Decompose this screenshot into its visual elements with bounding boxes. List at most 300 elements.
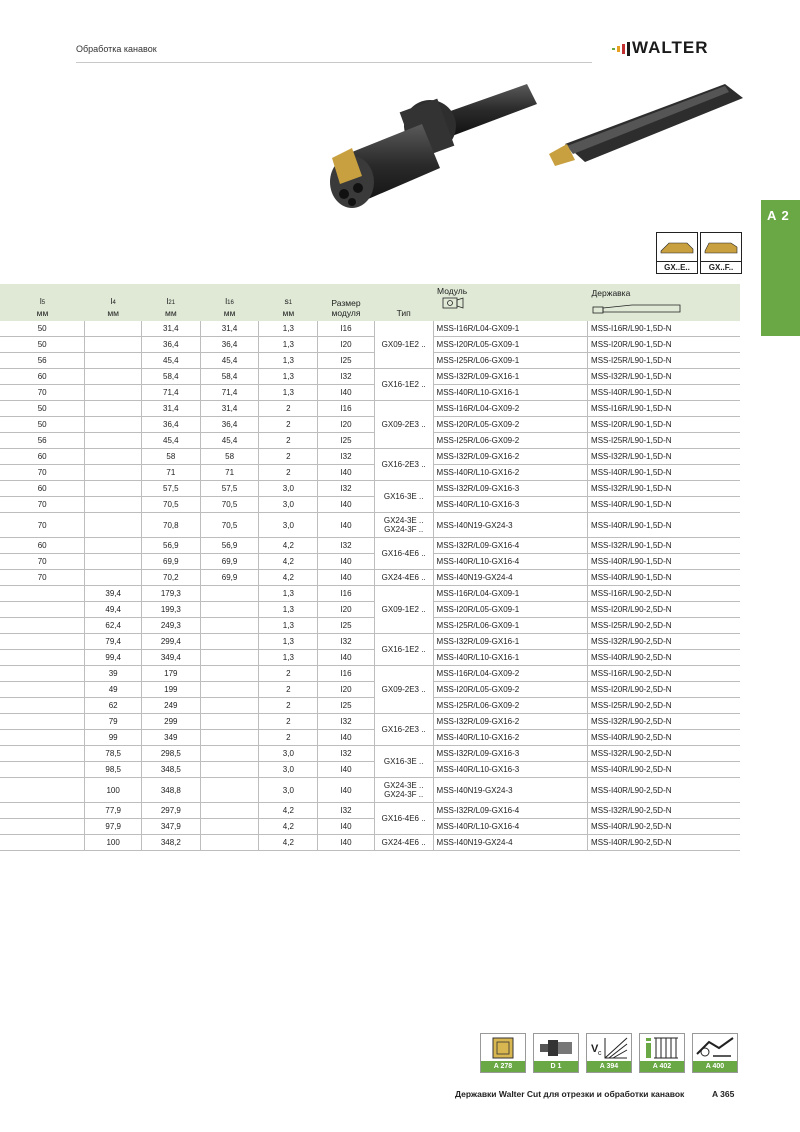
cell-size: I32 xyxy=(318,449,375,465)
cell-size: I25 xyxy=(318,698,375,714)
cell-s1: 2 xyxy=(259,730,318,746)
cell-module: MSS-I32R/L09-GX16-1 xyxy=(433,369,588,385)
cell-l16: 70,5 xyxy=(200,497,259,513)
cell-l4: 100 xyxy=(85,835,142,851)
cell-l16 xyxy=(200,778,259,803)
cell-l4: 49,4 xyxy=(85,602,142,618)
cell-l21: 36,4 xyxy=(141,337,200,353)
cell-l21: 71 xyxy=(141,465,200,481)
cell-holder: MSS-I40R/L90-2,5D-N xyxy=(588,650,740,666)
table-row xyxy=(0,819,740,835)
cell-size: I40 xyxy=(318,819,375,835)
cell-module: MSS-I20R/L05-GX09-2 xyxy=(433,682,588,698)
cell-l21: 45,4 xyxy=(141,353,200,369)
cell-size: I16 xyxy=(318,321,375,337)
cell-l4: 62 xyxy=(85,698,142,714)
cell-s1: 1,3 xyxy=(259,650,318,666)
cell-module: MSS-I32R/L09-GX16-2 xyxy=(433,714,588,730)
cell-holder: MSS-I25R/L90-2,5D-N xyxy=(588,698,740,714)
cell-s1: 2 xyxy=(259,401,318,417)
cell-module: MSS-I32R/L09-GX16-4 xyxy=(433,803,588,819)
cell-type xyxy=(374,746,433,778)
cell-l4 xyxy=(85,513,142,538)
cell-l5: 70 xyxy=(0,570,85,586)
cell-s1: 3,0 xyxy=(259,778,318,803)
cell-l16 xyxy=(200,762,259,778)
footer-info-link[interactable] xyxy=(639,1033,685,1073)
cell-type xyxy=(374,570,433,586)
cell-holder: MSS-I20R/L90-2,5D-N xyxy=(588,602,740,618)
svg-text:c: c xyxy=(598,1050,602,1057)
cell-l16: 57,5 xyxy=(200,481,259,497)
cell-l5: 70 xyxy=(0,497,85,513)
cell-l4: 39 xyxy=(85,666,142,682)
cell-l21: 299 xyxy=(141,714,200,730)
cell-l4 xyxy=(85,570,142,586)
cell-holder: MSS-I40R/L90-2,5D-N xyxy=(588,762,740,778)
cell-l5: 70 xyxy=(0,385,85,401)
cell-l16: 71 xyxy=(200,465,259,481)
cell-l21: 57,5 xyxy=(141,481,200,497)
type-line: GX16-4E6 .. xyxy=(381,814,426,823)
cell-module: MSS-I40N19-GX24-3 xyxy=(433,778,588,803)
cell-size: I32 xyxy=(318,634,375,650)
boring-bar-image xyxy=(545,74,745,170)
cell-size: I25 xyxy=(318,433,375,449)
cell-l16 xyxy=(200,835,259,851)
cell-l16: 45,4 xyxy=(200,433,259,449)
cell-module: MSS-I25R/L06-GX09-1 xyxy=(433,618,588,634)
cell-l5 xyxy=(0,618,85,634)
cell-l5 xyxy=(0,698,85,714)
cell-holder: MSS-I32R/L90-1,5D-N xyxy=(588,538,740,554)
cell-l21: 58 xyxy=(141,449,200,465)
table-row xyxy=(0,513,740,538)
cell-l5 xyxy=(0,666,85,682)
type-line: GX24-3F .. xyxy=(384,790,424,799)
cell-l21: 179 xyxy=(141,666,200,682)
cell-module: MSS-I20R/L05-GX09-1 xyxy=(433,602,588,618)
cell-l16: 31,4 xyxy=(200,321,259,337)
cell-l16: 71,4 xyxy=(200,385,259,401)
cell-l5: 56 xyxy=(0,353,85,369)
cell-size: I20 xyxy=(318,602,375,618)
cell-s1: 1,3 xyxy=(259,634,318,650)
table-row xyxy=(0,337,740,353)
cell-l5 xyxy=(0,762,85,778)
cell-size: I20 xyxy=(318,417,375,433)
cell-module: MSS-I32R/L09-GX16-3 xyxy=(433,746,588,762)
cell-module: MSS-I16R/L04-GX09-1 xyxy=(433,586,588,602)
table-row xyxy=(0,321,740,337)
cell-l21: 70,8 xyxy=(141,513,200,538)
cell-holder: MSS-I25R/L90-1,5D-N xyxy=(588,353,740,369)
type-line: GX16-3E .. xyxy=(383,757,424,766)
cell-module: MSS-I25R/L06-GX09-1 xyxy=(433,353,588,369)
cell-l5 xyxy=(0,602,85,618)
cell-size: I32 xyxy=(318,369,375,385)
cell-s1: 1,3 xyxy=(259,321,318,337)
type-line: GX24-3F .. xyxy=(384,525,424,534)
cell-s1: 4,2 xyxy=(259,803,318,819)
cell-l4 xyxy=(85,433,142,449)
cell-holder: MSS-I32R/L90-1,5D-N xyxy=(588,369,740,385)
cell-module: MSS-I32R/L09-GX16-3 xyxy=(433,481,588,497)
cell-l5: 60 xyxy=(0,449,85,465)
cell-holder: MSS-I40R/L90-2,5D-N xyxy=(588,778,740,803)
cell-holder: MSS-I20R/L90-1,5D-N xyxy=(588,417,740,433)
cell-type xyxy=(374,538,433,570)
cell-l4 xyxy=(85,538,142,554)
footer-insert-link[interactable] xyxy=(480,1033,526,1073)
cell-l16 xyxy=(200,714,259,730)
footer-application-link[interactable] xyxy=(692,1033,738,1073)
cell-size: I16 xyxy=(318,401,375,417)
table-row xyxy=(0,803,740,819)
clamping-icon xyxy=(534,1034,578,1061)
header-divider xyxy=(76,62,592,63)
cell-l5: 50 xyxy=(0,321,85,337)
cell-l21: 45,4 xyxy=(141,433,200,449)
cell-size: I25 xyxy=(318,618,375,634)
cell-l5 xyxy=(0,819,85,835)
cell-holder: MSS-I32R/L90-2,5D-N xyxy=(588,746,740,762)
table-row xyxy=(0,586,740,602)
cell-holder: MSS-I16R/L90-1,5D-N xyxy=(588,321,740,337)
cell-s1: 2 xyxy=(259,449,318,465)
type-line: GX16-3E .. xyxy=(383,492,424,501)
table-row xyxy=(0,401,740,417)
footer-clamping-link[interactable] xyxy=(533,1033,579,1073)
cell-module: MSS-I40R/L10-GX16-2 xyxy=(433,730,588,746)
cell-type xyxy=(374,369,433,401)
cell-s1: 2 xyxy=(259,666,318,682)
cell-module: MSS-I40R/L10-GX16-1 xyxy=(433,385,588,401)
cell-l4 xyxy=(85,321,142,337)
cell-s1: 3,0 xyxy=(259,762,318,778)
cell-l5 xyxy=(0,730,85,746)
cell-module: MSS-I40R/L10-GX16-4 xyxy=(433,819,588,835)
cell-l4 xyxy=(85,497,142,513)
type-line: GX09-2E3 .. xyxy=(381,685,426,694)
cell-l16: 58 xyxy=(200,449,259,465)
footer-cutting-data-link[interactable] xyxy=(586,1033,632,1073)
table-row xyxy=(0,465,740,481)
cell-l21: 199 xyxy=(141,682,200,698)
cell-module: MSS-I40R/L10-GX16-1 xyxy=(433,650,588,666)
cell-l4: 62,4 xyxy=(85,618,142,634)
table-row xyxy=(0,602,740,618)
col-l4: l4 мм xyxy=(85,284,142,321)
cell-s1: 3,0 xyxy=(259,481,318,497)
cell-l5: 50 xyxy=(0,401,85,417)
cell-module: MSS-I25R/L06-GX09-2 xyxy=(433,698,588,714)
table-row xyxy=(0,682,740,698)
type-line: GX24-3E .. xyxy=(383,516,424,525)
modular-holder-image xyxy=(322,76,542,216)
cell-size: I40 xyxy=(318,570,375,586)
cell-s1: 3,0 xyxy=(259,497,318,513)
cell-l4: 97,9 xyxy=(85,819,142,835)
col-holder xyxy=(588,284,740,321)
col-l16: l16 мм xyxy=(200,284,259,321)
logo-bars-icon xyxy=(612,42,630,56)
cell-l4: 77,9 xyxy=(85,803,142,819)
cell-l4 xyxy=(85,417,142,433)
table-row xyxy=(0,353,740,369)
cell-size: I40 xyxy=(318,762,375,778)
col-module-title: Модуль xyxy=(437,286,468,296)
cell-holder: MSS-I32R/L90-1,5D-N xyxy=(588,449,740,465)
cell-size: I40 xyxy=(318,497,375,513)
cell-type xyxy=(374,481,433,513)
cell-l5 xyxy=(0,835,85,851)
cell-l5 xyxy=(0,714,85,730)
chapter-tab xyxy=(761,200,800,336)
cell-size: I32 xyxy=(318,714,375,730)
cell-module: MSS-I32R/L09-GX16-2 xyxy=(433,449,588,465)
cell-holder: MSS-I40R/L90-1,5D-N xyxy=(588,513,740,538)
cell-l4 xyxy=(85,481,142,497)
svg-text:V: V xyxy=(591,1043,599,1055)
cell-l21: 31,4 xyxy=(141,321,200,337)
cell-size: I16 xyxy=(318,666,375,682)
cutting-data-icon xyxy=(587,1034,631,1061)
cell-l16 xyxy=(200,666,259,682)
cell-l21: 58,4 xyxy=(141,369,200,385)
insert-type-e-box xyxy=(656,232,698,274)
col-l21: l21 мм xyxy=(141,284,200,321)
cell-s1: 2 xyxy=(259,465,318,481)
cell-s1: 3,0 xyxy=(259,746,318,762)
type-line: GX09-1E2 .. xyxy=(381,340,426,349)
cell-type xyxy=(374,449,433,481)
type-line: GX24-4E6 .. xyxy=(381,573,426,582)
table-row xyxy=(0,538,740,554)
cell-module: MSS-I40N19-GX24-4 xyxy=(433,835,588,851)
cell-size: I40 xyxy=(318,730,375,746)
col-s1: s1 мм xyxy=(259,284,318,321)
cell-l16: 36,4 xyxy=(200,337,259,353)
cell-l21: 298,5 xyxy=(141,746,200,762)
cell-holder: MSS-I40R/L90-1,5D-N xyxy=(588,554,740,570)
cell-l5: 60 xyxy=(0,369,85,385)
cell-s1: 1,3 xyxy=(259,337,318,353)
footer-info-label: A 402 xyxy=(640,1061,684,1072)
table-row xyxy=(0,746,740,762)
cell-l21: 36,4 xyxy=(141,417,200,433)
cell-l16 xyxy=(200,602,259,618)
cell-module: MSS-I32R/L09-GX16-4 xyxy=(433,538,588,554)
cell-size: I20 xyxy=(318,337,375,353)
cell-l4 xyxy=(85,554,142,570)
insert-type-e-label: GX..E.. xyxy=(657,261,697,273)
cell-holder: MSS-I32R/L90-2,5D-N xyxy=(588,634,740,650)
cell-l21: 69,9 xyxy=(141,554,200,570)
cell-l21: 297,9 xyxy=(141,803,200,819)
table-row xyxy=(0,762,740,778)
cell-holder: MSS-I40R/L90-2,5D-N xyxy=(588,835,740,851)
cell-holder: MSS-I40R/L90-2,5D-N xyxy=(588,730,740,746)
table-row xyxy=(0,385,740,401)
cell-l5: 56 xyxy=(0,433,85,449)
cell-type xyxy=(374,634,433,666)
footer-insert-label: A 278 xyxy=(481,1061,525,1072)
cell-holder: MSS-I40R/L90-1,5D-N xyxy=(588,497,740,513)
cell-type xyxy=(374,835,433,851)
cell-l4 xyxy=(85,465,142,481)
cell-l5 xyxy=(0,778,85,803)
cell-module: MSS-I40R/L10-GX16-4 xyxy=(433,554,588,570)
cell-s1: 1,3 xyxy=(259,369,318,385)
cell-l16: 36,4 xyxy=(200,417,259,433)
type-line: GX16-1E2 .. xyxy=(381,380,426,389)
cell-l4: 100 xyxy=(85,778,142,803)
cell-l21: 179,3 xyxy=(141,586,200,602)
cell-size: I40 xyxy=(318,778,375,803)
cell-s1: 2 xyxy=(259,433,318,449)
cell-size: I40 xyxy=(318,835,375,851)
cell-l16 xyxy=(200,618,259,634)
col-size: Размер модуля xyxy=(318,284,375,321)
cell-s1: 1,3 xyxy=(259,586,318,602)
cell-holder: MSS-I16R/L90-2,5D-N xyxy=(588,666,740,682)
application-icon xyxy=(693,1034,737,1061)
cell-size: I32 xyxy=(318,746,375,762)
cell-holder: MSS-I16R/L90-1,5D-N xyxy=(588,401,740,417)
cell-l4: 98,5 xyxy=(85,762,142,778)
cell-l21: 249,3 xyxy=(141,618,200,634)
cell-l5 xyxy=(0,746,85,762)
logo-wordmark: WALTER xyxy=(632,38,709,57)
chapter-tab-label: A 2 xyxy=(767,208,790,223)
cell-l5: 50 xyxy=(0,337,85,353)
cell-holder: MSS-I25R/L90-2,5D-N xyxy=(588,618,740,634)
cell-l16 xyxy=(200,650,259,666)
cell-l4: 99 xyxy=(85,730,142,746)
cell-holder: MSS-I32R/L90-2,5D-N xyxy=(588,803,740,819)
cell-type xyxy=(374,714,433,746)
cell-type xyxy=(374,778,433,803)
table-header-row xyxy=(0,284,740,321)
cell-s1: 4,2 xyxy=(259,570,318,586)
table-row xyxy=(0,554,740,570)
cell-l4 xyxy=(85,449,142,465)
col-holder-title: Державка xyxy=(591,288,631,298)
insert-icon xyxy=(481,1034,525,1061)
table-row xyxy=(0,449,740,465)
table-row xyxy=(0,433,740,449)
cell-size: I32 xyxy=(318,481,375,497)
footer-clamping-label: D 1 xyxy=(534,1061,578,1072)
cell-l21: 199,3 xyxy=(141,602,200,618)
cell-size: I25 xyxy=(318,353,375,369)
cell-l21: 349,4 xyxy=(141,650,200,666)
cell-l4 xyxy=(85,353,142,369)
cell-s1: 3,0 xyxy=(259,513,318,538)
type-line: GX09-1E2 .. xyxy=(381,605,426,614)
col-module xyxy=(433,284,588,321)
cell-s1: 1,3 xyxy=(259,618,318,634)
table-row xyxy=(0,650,740,666)
col-type: Тип xyxy=(374,284,433,321)
cell-module: MSS-I16R/L04-GX09-2 xyxy=(433,401,588,417)
cell-size: I16 xyxy=(318,586,375,602)
cell-module: MSS-I40R/L10-GX16-2 xyxy=(433,465,588,481)
cell-l5 xyxy=(0,586,85,602)
cell-l4: 49 xyxy=(85,682,142,698)
table-row xyxy=(0,634,740,650)
cell-module: MSS-I40R/L10-GX16-3 xyxy=(433,762,588,778)
cell-l5 xyxy=(0,650,85,666)
table-row xyxy=(0,497,740,513)
cell-type xyxy=(374,321,433,369)
cell-l21: 70,5 xyxy=(141,497,200,513)
cell-type xyxy=(374,803,433,835)
page-number: A 365 xyxy=(712,1089,735,1099)
cell-l4: 39,4 xyxy=(85,586,142,602)
insert-type-f-box xyxy=(700,232,742,274)
cell-l5: 70 xyxy=(0,513,85,538)
cell-module: MSS-I40R/L10-GX16-3 xyxy=(433,497,588,513)
cell-l4: 79 xyxy=(85,714,142,730)
cell-module: MSS-I16R/L04-GX09-2 xyxy=(433,666,588,682)
cell-holder: MSS-I20R/L90-1,5D-N xyxy=(588,337,740,353)
cell-l16 xyxy=(200,682,259,698)
table-row xyxy=(0,481,740,497)
cell-holder: MSS-I25R/L90-1,5D-N xyxy=(588,433,740,449)
type-line: GX16-4E6 .. xyxy=(381,549,426,558)
cell-l4 xyxy=(85,385,142,401)
table-row xyxy=(0,714,740,730)
cell-l16: 69,9 xyxy=(200,570,259,586)
cell-l4: 79,4 xyxy=(85,634,142,650)
type-line: GX16-1E2 .. xyxy=(381,645,426,654)
holder-table xyxy=(0,284,740,851)
cell-l21: 31,4 xyxy=(141,401,200,417)
cell-holder: MSS-I32R/L90-2,5D-N xyxy=(588,714,740,730)
type-line: GX24-3E .. xyxy=(383,781,424,790)
insert-e-icon xyxy=(657,233,697,261)
cell-l5: 50 xyxy=(0,417,85,433)
cell-l21: 249 xyxy=(141,698,200,714)
footer-caption: Державки Walter Cut для отрезки и обработки канавок xyxy=(455,1089,685,1099)
cell-s1: 2 xyxy=(259,714,318,730)
type-line: GX16-2E3 .. xyxy=(381,460,426,469)
cell-holder: MSS-I16R/L90-2,5D-N xyxy=(588,586,740,602)
cell-l16: 70,5 xyxy=(200,513,259,538)
footer-cutting-data-label: A 394 xyxy=(587,1061,631,1072)
cell-l4 xyxy=(85,401,142,417)
cell-l5 xyxy=(0,634,85,650)
info-icon xyxy=(640,1034,684,1061)
cell-size: I40 xyxy=(318,650,375,666)
cell-l21: 299,4 xyxy=(141,634,200,650)
page-header-title: Обработка канавок xyxy=(76,44,157,54)
cell-holder: MSS-I40R/L90-2,5D-N xyxy=(588,819,740,835)
cell-type xyxy=(374,401,433,449)
cell-l21: 348,8 xyxy=(141,778,200,803)
table-row xyxy=(0,698,740,714)
type-line: GX09-2E3 .. xyxy=(381,420,426,429)
cell-l16 xyxy=(200,634,259,650)
cell-module: MSS-I40N19-GX24-3 xyxy=(433,513,588,538)
cell-size: I20 xyxy=(318,682,375,698)
cell-type xyxy=(374,513,433,538)
cell-size: I40 xyxy=(318,554,375,570)
cell-l4: 78,5 xyxy=(85,746,142,762)
type-line: GX24-4E6 .. xyxy=(381,838,426,847)
